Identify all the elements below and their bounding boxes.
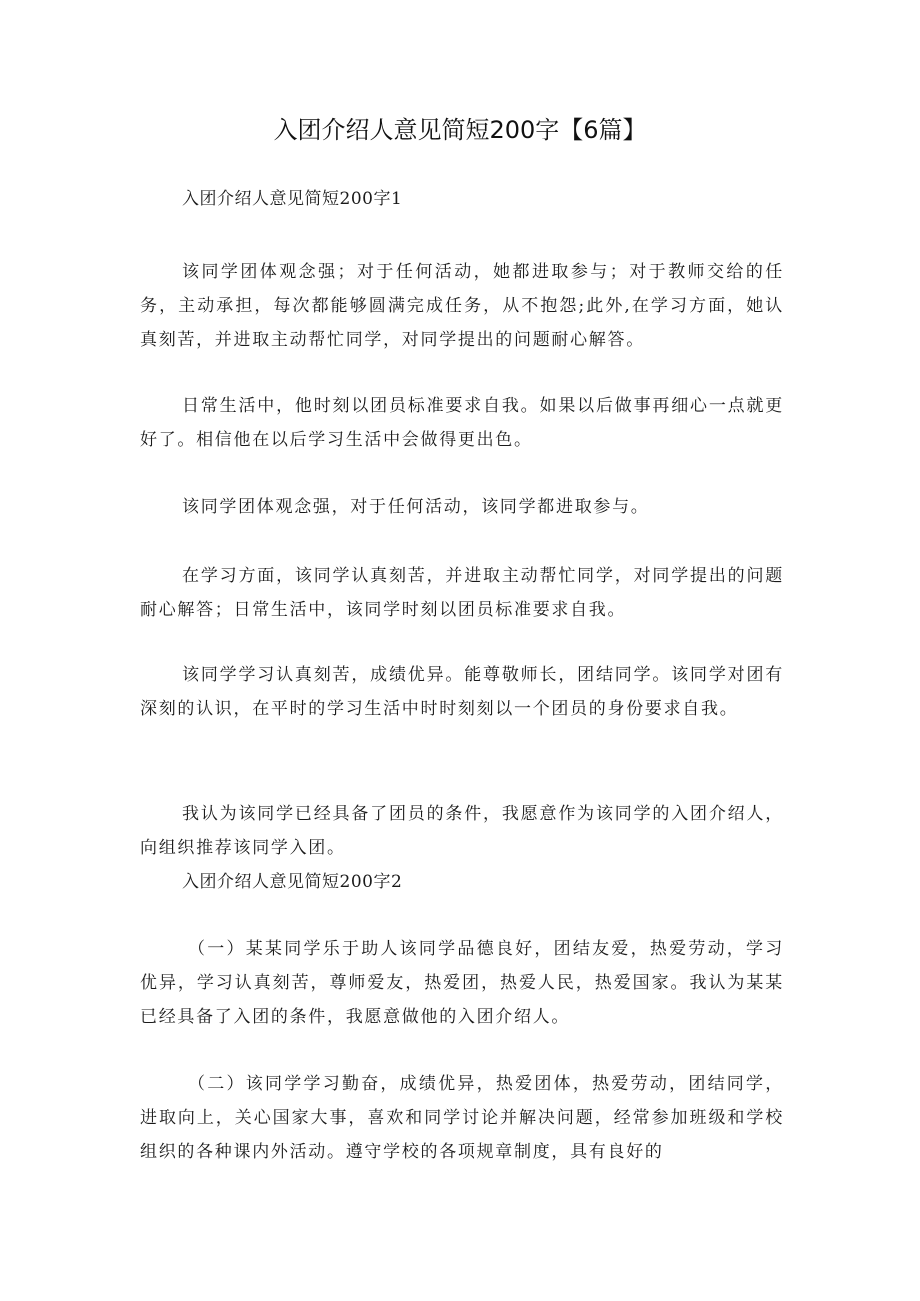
paragraph-1-3: 该同学团体观念强，对于任何活动，该同学都进取参与。	[182, 497, 650, 517]
paragraph-2-1: （一）某某同学乐于助人该同学品德良好，团结友爱，热爱劳动，学习优异，学习认真刻苦，尊师爱友，热爱团，热爱人民，热爱国家。我认为某某已经具备了入团的条件，我愿意做他的入团介绍人。	[140, 939, 784, 1027]
paragraph-1-4: 在学习方面，该同学认真刻苦，并进取主动帮忙同学，对同学提出的问题耐心解答；日常生活中，该同学时刻以团员标准要求自我。	[140, 566, 784, 620]
paragraph-1-1: 该同学团体观念强；对于任何活动，她都进取参与；对于教师交给的任务，主动承担，每次都能够圆满完成任务，从不抱怨;此外,在学习方面，她认真刻苦，并进取主动帮忙同学，对同学提出的问题耐心解答。	[140, 262, 784, 350]
document-title: 入团介绍人意见简短200字【6篇】	[273, 116, 647, 144]
section-heading-1: 入团介绍人意见简短200字1	[182, 189, 403, 209]
paragraph-1-2: 日常生活中，他时刻以团员标准要求自我。如果以后做事再细心一点就更好了。相信他在以后学习生活中会做得更出色。	[140, 396, 784, 450]
paragraph-1-6: 我认为该同学已经具备了团员的条件，我愿意作为该同学的入团介绍人，向组织推荐该同学入团。	[140, 804, 784, 858]
paragraph-2-2: （二）该同学学习勤奋，成绩优异，热爱团体，热爱劳动，团结同学，进取向上，关心国家大事，喜欢和同学讨论并解决问题，经常参加班级和学校组织的各种课内外活动。遵守学校的各项规章制度，具有良好的	[140, 1074, 784, 1162]
paragraph-1-5: 该同学学习认真刻苦，成绩优异。能尊敬师长，团结同学。该同学对团有深刻的认识，在平时的学习生活中时时刻刻以一个团员的身份要求自我。	[140, 665, 784, 719]
section-heading-2: 入团介绍人意见简短200字2	[182, 872, 403, 892]
